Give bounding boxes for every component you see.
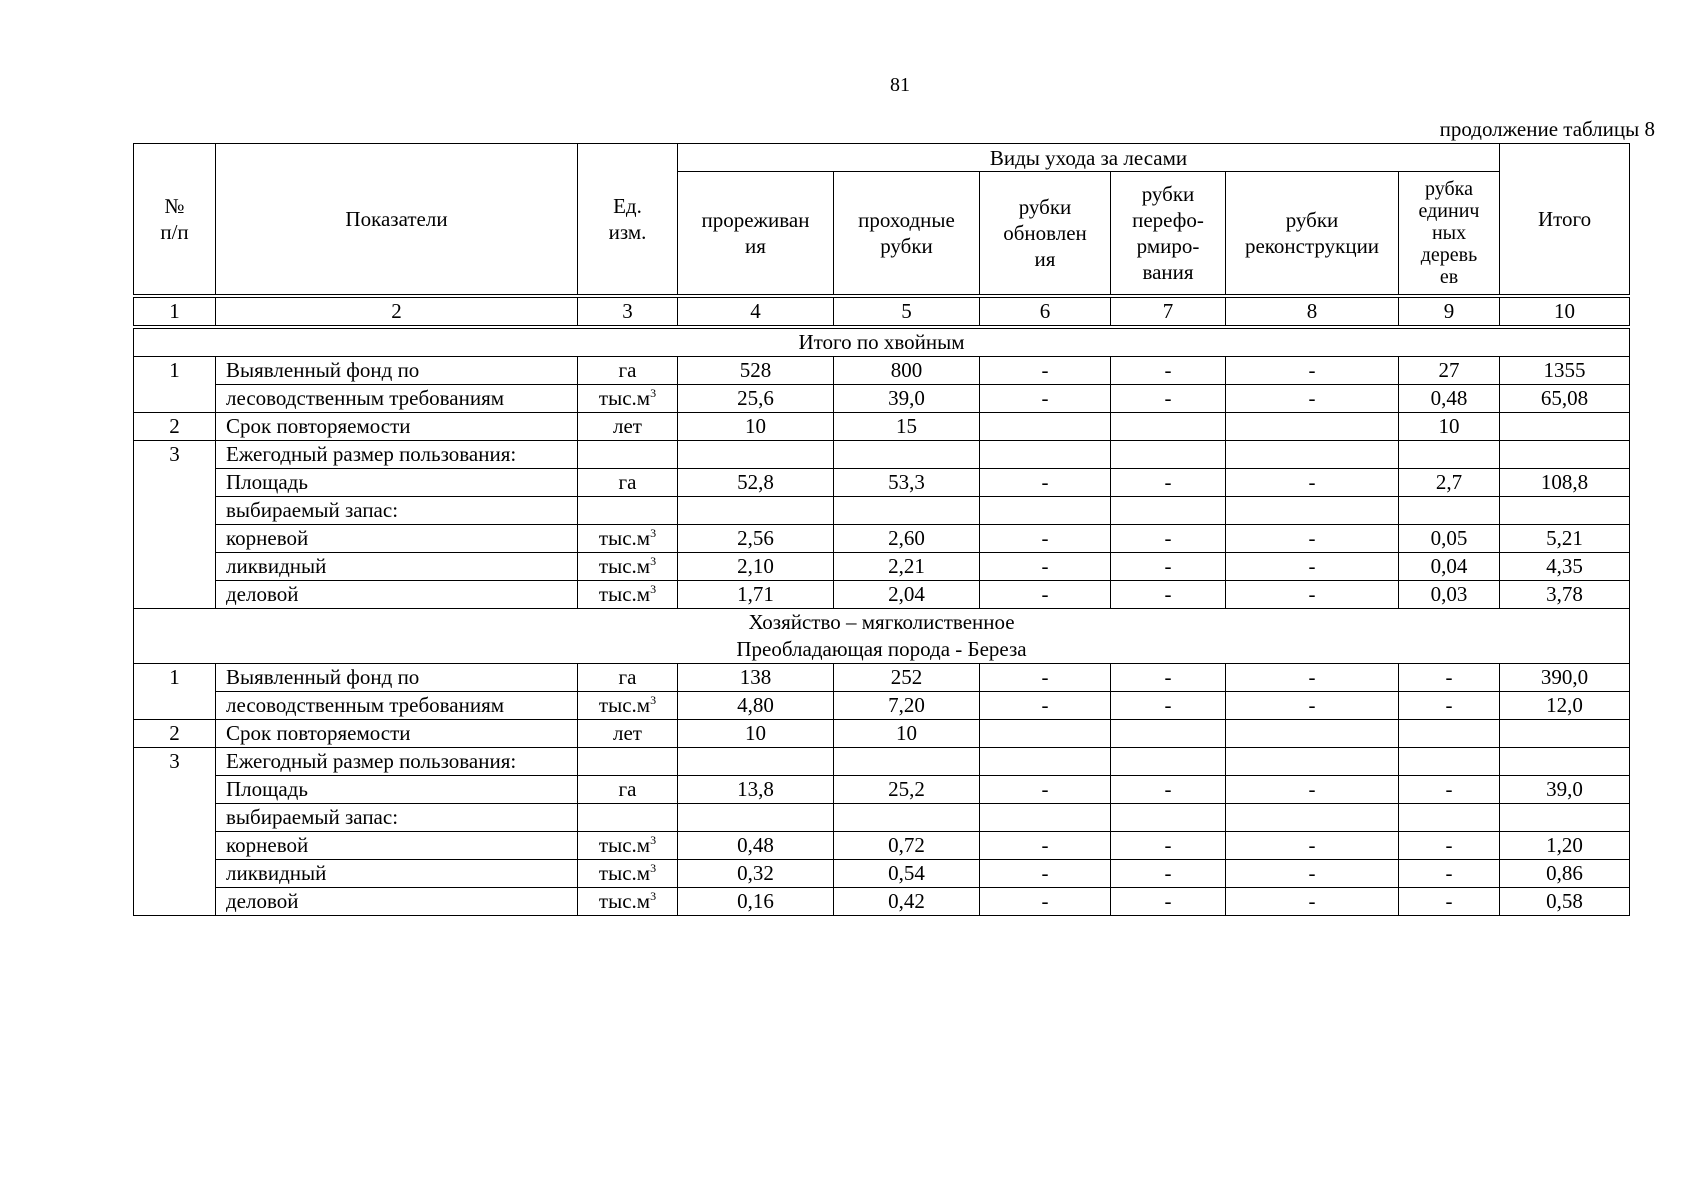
forest-care-table (133, 143, 1630, 916)
row-unit-text: лет (613, 721, 642, 745)
row-value (834, 497, 980, 525)
row-value: 2,21 (834, 553, 980, 581)
row-value (1399, 804, 1500, 832)
row-unit-text: га (618, 665, 637, 689)
row-unit-superscript: 3 (650, 582, 657, 596)
row-value: 3,78 (1500, 581, 1630, 609)
row-value: 10 (678, 413, 834, 441)
row-number: 3 (134, 748, 216, 916)
row-value: 13,8 (678, 776, 834, 804)
row-value: 52,8 (678, 469, 834, 497)
row-value: - (1111, 832, 1226, 860)
table-row (134, 469, 1630, 497)
row-value: 2,04 (834, 581, 980, 609)
row-value: 53,3 (834, 469, 980, 497)
row-unit (578, 441, 678, 469)
row-value (678, 441, 834, 469)
row-value: 25,2 (834, 776, 980, 804)
row-value (1111, 804, 1226, 832)
row-value: 65,08 (1500, 385, 1630, 413)
header-col-8 (1226, 172, 1399, 297)
table-row (134, 525, 1630, 553)
row-value: 15 (834, 413, 980, 441)
row-value: - (980, 525, 1111, 553)
row-value: 4,80 (678, 692, 834, 720)
table-row (134, 776, 1630, 804)
row-value: 39,0 (834, 385, 980, 413)
row-unit (578, 776, 678, 804)
table-body (134, 144, 1630, 916)
row-value (1399, 441, 1500, 469)
row-unit (578, 413, 678, 441)
row-unit-superscript: 3 (650, 386, 657, 400)
row-label: выбираемый запас: (216, 497, 578, 525)
row-value (834, 748, 980, 776)
row-label: Срок повторяемости (216, 413, 578, 441)
table-row (134, 357, 1630, 385)
row-value: - (1111, 664, 1226, 692)
header-col-8-line: рубки (1285, 208, 1339, 232)
row-value: - (1399, 664, 1500, 692)
row-value: 0,32 (678, 860, 834, 888)
row-value (1226, 720, 1399, 748)
row-label: Ежегодный размер пользования: (216, 441, 578, 469)
table-row (134, 497, 1630, 525)
row-unit-text: тыс.м (598, 833, 651, 857)
table-row (134, 804, 1630, 832)
row-value: 0,48 (1399, 385, 1500, 413)
row-value: - (980, 581, 1111, 609)
row-value: 10 (678, 720, 834, 748)
row-value: 2,60 (834, 525, 980, 553)
header-col-7-line: рмиро- (1136, 234, 1200, 258)
row-value (980, 497, 1111, 525)
row-value: - (1226, 888, 1399, 916)
header-col-5 (834, 172, 980, 297)
row-unit-text: тыс.м (598, 554, 651, 578)
row-number: 2 (134, 720, 216, 748)
header-total: Итого (1500, 144, 1630, 297)
row-unit-superscript: 3 (650, 861, 657, 875)
row-label: Выявленный фонд по (216, 664, 578, 692)
row-value: 5,21 (1500, 525, 1630, 553)
header-col-4-line: прореживан (701, 208, 810, 232)
row-unit-text: тыс.м (598, 861, 651, 885)
row-value: 10 (834, 720, 980, 748)
table-row (134, 581, 1630, 609)
column-number: 8 (1226, 296, 1399, 327)
header-num-line: п/п (160, 220, 189, 244)
row-value: 0,48 (678, 832, 834, 860)
row-unit (578, 664, 678, 692)
table-row (134, 553, 1630, 581)
header-col-6-line: обновлен (1003, 221, 1087, 245)
row-value (1111, 441, 1226, 469)
row-value: - (1226, 860, 1399, 888)
row-label: Площадь (216, 776, 578, 804)
header-col-6-line: рубки (1018, 195, 1072, 219)
row-value (980, 748, 1111, 776)
column-number: 5 (834, 296, 980, 327)
row-value: - (1111, 581, 1226, 609)
header-col-5-line: проходные (858, 208, 955, 232)
header-col-4 (678, 172, 834, 297)
column-number: 1 (134, 296, 216, 327)
row-unit (578, 692, 678, 720)
row-value: - (1111, 553, 1226, 581)
table-row (134, 441, 1630, 469)
row-value (1226, 804, 1399, 832)
row-unit (578, 804, 678, 832)
table-row (134, 413, 1630, 441)
row-value: 10 (1399, 413, 1500, 441)
row-value (678, 804, 834, 832)
header-col-7-line: перефо- (1132, 208, 1204, 232)
table-row (134, 664, 1630, 692)
row-value: 0,05 (1399, 525, 1500, 553)
row-unit-text: лет (613, 414, 642, 438)
column-number: 2 (216, 296, 578, 327)
row-number: 3 (134, 441, 216, 609)
row-unit (578, 581, 678, 609)
row-value (834, 441, 980, 469)
header-col-6 (980, 172, 1111, 297)
row-value (1111, 413, 1226, 441)
row-value: 39,0 (1500, 776, 1630, 804)
row-value: - (1399, 692, 1500, 720)
row-label: деловой (216, 888, 578, 916)
row-value: 0,03 (1399, 581, 1500, 609)
row-unit (578, 888, 678, 916)
row-label: ликвидный (216, 553, 578, 581)
column-number: 3 (578, 296, 678, 327)
row-label: Срок повторяемости (216, 720, 578, 748)
row-value (678, 748, 834, 776)
header-num (134, 144, 216, 297)
row-value (1226, 497, 1399, 525)
column-number: 4 (678, 296, 834, 327)
row-value (1111, 720, 1226, 748)
row-value: 1,71 (678, 581, 834, 609)
row-value: - (1226, 553, 1399, 581)
row-value: 800 (834, 357, 980, 385)
header-col-7-line: рубки (1141, 182, 1195, 206)
row-value: - (980, 664, 1111, 692)
row-unit-text: га (618, 358, 637, 382)
table-row (134, 385, 1630, 413)
row-unit (578, 720, 678, 748)
table-row (134, 888, 1630, 916)
row-unit-superscript: 3 (650, 833, 657, 847)
row-value: 0,42 (834, 888, 980, 916)
row-label: Площадь (216, 469, 578, 497)
column-number: 7 (1111, 296, 1226, 327)
row-value: 0,04 (1399, 553, 1500, 581)
row-label: лесоводственным требованиям (216, 692, 578, 720)
header-col-9-line: ных (1431, 222, 1467, 244)
row-value: - (1399, 860, 1500, 888)
row-label: выбираемый запас: (216, 804, 578, 832)
header-row (134, 144, 1630, 172)
header-col-9-line: единич (1418, 200, 1480, 222)
row-value: 0,58 (1500, 888, 1630, 916)
row-value (1500, 441, 1630, 469)
row-unit (578, 553, 678, 581)
row-unit (578, 385, 678, 413)
row-value (1500, 804, 1630, 832)
row-value: - (1399, 832, 1500, 860)
row-value (1111, 748, 1226, 776)
row-value (1111, 497, 1226, 525)
header-col-6-line: ия (1034, 247, 1056, 271)
row-value: 12,0 (1500, 692, 1630, 720)
row-unit (578, 497, 678, 525)
column-number: 9 (1399, 296, 1500, 327)
row-unit-text: тыс.м (598, 693, 651, 717)
section-title (134, 609, 1630, 664)
row-value: 2,10 (678, 553, 834, 581)
header-col-9 (1399, 172, 1500, 297)
header-unit-line: Ед. (613, 194, 642, 218)
row-value: - (1226, 581, 1399, 609)
row-value: - (1111, 385, 1226, 413)
row-value: - (1226, 664, 1399, 692)
row-value: 7,20 (834, 692, 980, 720)
row-value (1500, 748, 1630, 776)
row-unit-superscript: 3 (650, 554, 657, 568)
row-value: - (1399, 888, 1500, 916)
row-value: - (980, 776, 1111, 804)
row-value (980, 413, 1111, 441)
section-title-row (134, 609, 1630, 664)
row-unit-text: тыс.м (598, 889, 651, 913)
section-title-line: Итого по хвойным (798, 330, 965, 354)
row-value (834, 804, 980, 832)
row-value: - (980, 357, 1111, 385)
row-value (980, 804, 1111, 832)
row-value: 0,86 (1500, 860, 1630, 888)
row-value: 0,72 (834, 832, 980, 860)
row-value: - (1226, 776, 1399, 804)
row-value: 390,0 (1500, 664, 1630, 692)
page-number: 81 (890, 74, 910, 96)
row-value: 528 (678, 357, 834, 385)
row-value: - (1226, 357, 1399, 385)
row-value: - (1399, 776, 1500, 804)
row-label: корневой (216, 832, 578, 860)
header-col-9-line: ев (1439, 266, 1459, 288)
row-value: - (1226, 385, 1399, 413)
row-unit-superscript: 3 (650, 889, 657, 903)
row-value: - (1226, 832, 1399, 860)
row-label: корневой (216, 525, 578, 553)
row-value: 1355 (1500, 357, 1630, 385)
row-unit-text: тыс.м (598, 582, 651, 606)
row-value: - (1111, 469, 1226, 497)
row-label: Ежегодный размер пользования: (216, 748, 578, 776)
row-value (678, 497, 834, 525)
header-col-9-line: деревь (1420, 244, 1478, 266)
row-unit-text: тыс.м (598, 386, 651, 410)
row-value: - (980, 832, 1111, 860)
header-indicators: Показатели (216, 144, 578, 297)
row-value (1226, 441, 1399, 469)
column-numbers-row (134, 296, 1630, 327)
table-continuation-label: продолжение таблицы 8 (1439, 117, 1655, 141)
row-value: - (1111, 776, 1226, 804)
row-value: 2,56 (678, 525, 834, 553)
row-value: 0,54 (834, 860, 980, 888)
row-unit-text: га (618, 470, 637, 494)
table-row (134, 860, 1630, 888)
table-row (134, 692, 1630, 720)
row-number: 1 (134, 357, 216, 413)
row-value: - (980, 553, 1111, 581)
row-label: Выявленный фонд по (216, 357, 578, 385)
row-unit (578, 357, 678, 385)
table-row (134, 720, 1630, 748)
row-value: - (980, 692, 1111, 720)
row-value: - (980, 469, 1111, 497)
row-unit-text: га (618, 777, 637, 801)
row-unit (578, 525, 678, 553)
row-value: - (980, 860, 1111, 888)
row-value: - (1111, 888, 1226, 916)
row-value (1226, 413, 1399, 441)
row-value: - (1111, 525, 1226, 553)
row-value (1399, 497, 1500, 525)
header-group: Виды ухода за лесами (678, 144, 1500, 172)
row-value (980, 441, 1111, 469)
row-value: 108,8 (1500, 469, 1630, 497)
row-unit-superscript: 3 (650, 693, 657, 707)
row-value (1500, 413, 1630, 441)
row-value: 2,7 (1399, 469, 1500, 497)
row-number: 1 (134, 664, 216, 720)
row-value: 25,6 (678, 385, 834, 413)
row-value: - (1111, 860, 1226, 888)
row-value: - (1226, 692, 1399, 720)
table-row (134, 832, 1630, 860)
row-value: - (1111, 692, 1226, 720)
header-col-8-line: реконструкции (1244, 234, 1380, 258)
row-value (980, 720, 1111, 748)
row-value: - (1111, 357, 1226, 385)
row-unit (578, 469, 678, 497)
row-unit (578, 832, 678, 860)
section-title-line: Преобладающая порода - Береза (736, 637, 1027, 661)
section-title-line: Хозяйство – мягколиственное (748, 610, 1015, 634)
row-unit-text: тыс.м (598, 526, 651, 550)
row-value: 0,16 (678, 888, 834, 916)
row-unit (578, 860, 678, 888)
row-value: - (980, 888, 1111, 916)
header-col-9-line: рубка (1425, 178, 1473, 200)
header-col-7 (1111, 172, 1226, 297)
header-col-7-line: вания (1142, 260, 1194, 284)
row-value (1500, 497, 1630, 525)
row-value: - (1226, 469, 1399, 497)
header-unit-line: изм. (608, 220, 647, 244)
row-unit-superscript: 3 (650, 526, 657, 540)
row-value: 252 (834, 664, 980, 692)
row-value: - (1226, 525, 1399, 553)
row-value: 138 (678, 664, 834, 692)
row-value: 1,20 (1500, 832, 1630, 860)
row-value: 4,35 (1500, 553, 1630, 581)
section-title (134, 327, 1630, 357)
row-label: деловой (216, 581, 578, 609)
table-row (134, 748, 1630, 776)
row-label: лесоводственным требованиям (216, 385, 578, 413)
column-number: 10 (1500, 296, 1630, 327)
section-title-row (134, 327, 1630, 357)
row-value: - (980, 385, 1111, 413)
row-unit (578, 748, 678, 776)
column-number: 6 (980, 296, 1111, 327)
header-col-4-line: ия (745, 234, 766, 258)
row-value (1399, 720, 1500, 748)
row-value: 27 (1399, 357, 1500, 385)
header-num-line: № (164, 194, 185, 218)
row-label: ликвидный (216, 860, 578, 888)
header-col-5-line: рубки (880, 234, 933, 258)
row-value (1399, 748, 1500, 776)
row-number: 2 (134, 413, 216, 441)
row-value (1226, 748, 1399, 776)
row-value (1500, 720, 1630, 748)
header-unit (578, 144, 678, 297)
